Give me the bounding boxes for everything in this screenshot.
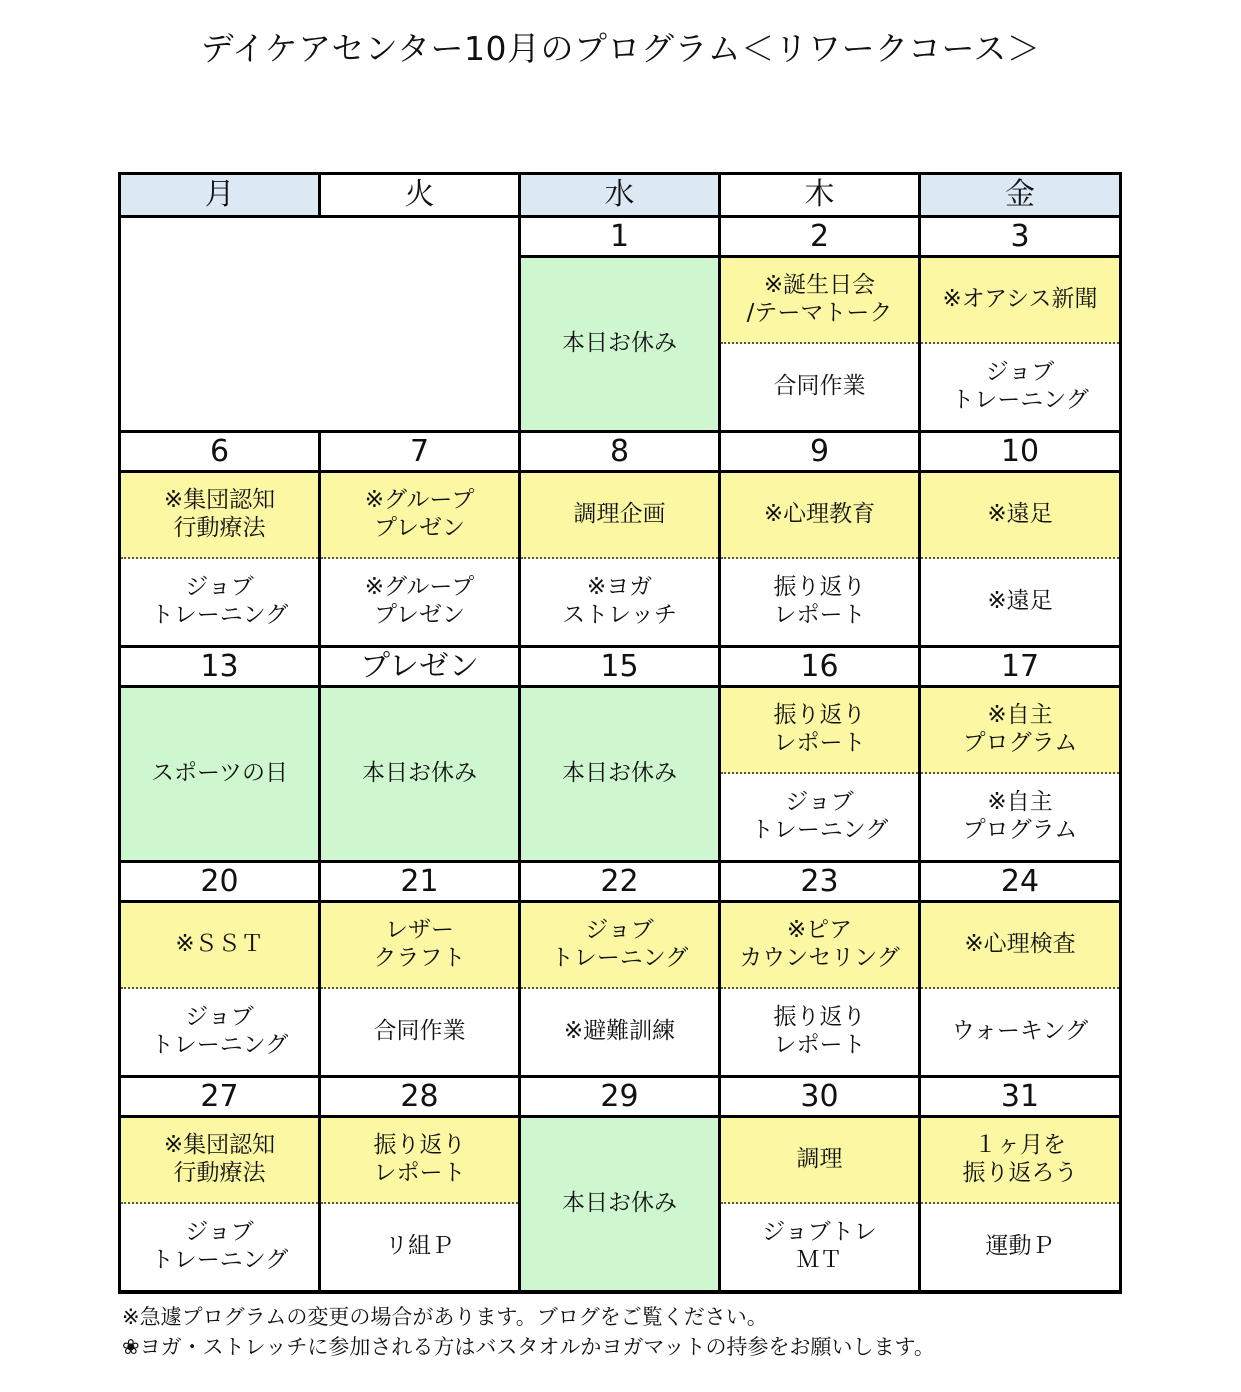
day-number: 17 [921, 648, 1119, 685]
weekday-header: 金 [921, 175, 1119, 215]
morning-program: ※集団認知 行動療法 [121, 1118, 318, 1204]
afternoon-program: ジョブ トレーニング [921, 344, 1119, 430]
morning-program: 振り返り レポート [321, 1118, 518, 1204]
footer-note-change: ※急遽プログラムの変更の場合があります。ブログをご覧ください。 [122, 1305, 768, 1329]
day-number: 7 [321, 433, 518, 470]
day-number: 6 [121, 433, 318, 470]
afternoon-program: ※ヨガ ストレッチ [521, 559, 718, 645]
day-number: 27 [121, 1078, 318, 1115]
morning-program: ※心理教育 [721, 473, 918, 559]
morning-program: ※集団認知 行動療法 [121, 473, 318, 559]
day-number: 30 [721, 1078, 918, 1115]
afternoon-program: 合同作業 [721, 344, 918, 430]
day-number: 28 [321, 1078, 518, 1115]
day-number: 9 [721, 433, 918, 470]
morning-program: ※オアシス新聞 [921, 258, 1119, 344]
afternoon-program: ジョブ トレーニング [121, 1204, 318, 1290]
day-number: 1 [521, 218, 718, 255]
empty-day-cell [121, 218, 518, 430]
afternoon-program: 振り返り レポート [721, 559, 918, 645]
afternoon-program: ※遠足 [921, 559, 1119, 645]
afternoon-program: ジョブトレ ＭＴ [721, 1204, 918, 1290]
morning-program: 調理 [721, 1118, 918, 1204]
afternoon-program: 合同作業 [321, 989, 518, 1075]
day-number: 29 [521, 1078, 718, 1115]
day-number: プレゼン [321, 648, 518, 685]
day-off-cell: 本日お休み [521, 1118, 718, 1290]
day-number: 3 [921, 218, 1119, 255]
morning-program: ※自主 プログラム [921, 688, 1119, 774]
day-number: 22 [521, 863, 718, 900]
day-off-cell: 本日お休み [521, 258, 718, 430]
day-number: 2 [721, 218, 918, 255]
weekday-header: 水 [521, 175, 718, 215]
day-number: 24 [921, 863, 1119, 900]
day-number: 15 [521, 648, 718, 685]
morning-program: 振り返り レポート [721, 688, 918, 774]
afternoon-program: ジョブ トレーニング [121, 559, 318, 645]
afternoon-program: 振り返り レポート [721, 989, 918, 1075]
afternoon-program: ※自主 プログラム [921, 774, 1119, 860]
afternoon-program: ジョブ トレーニング [721, 774, 918, 860]
day-number: 13 [121, 648, 318, 685]
morning-program: ※誕生日会 /テーマトーク [721, 258, 918, 344]
afternoon-program: 運動Ｐ [921, 1204, 1119, 1290]
morning-program: １ヶ月を 振り返ろう [921, 1118, 1119, 1204]
page-title: デイケアセンター10月のプログラム＜リワークコース＞ [200, 29, 1041, 68]
morning-program: ジョブ トレーニング [521, 903, 718, 989]
day-number: 10 [921, 433, 1119, 470]
morning-program: レザー クラフト [321, 903, 518, 989]
afternoon-program: ジョブ トレーニング [121, 989, 318, 1075]
day-number: 20 [121, 863, 318, 900]
afternoon-program: ウォーキング [921, 989, 1119, 1075]
afternoon-program: ※グループ プレゼン [321, 559, 518, 645]
day-number: 16 [721, 648, 918, 685]
day-off-cell: スポーツの日 [121, 688, 318, 860]
morning-program: 調理企画 [521, 473, 718, 559]
day-number: 21 [321, 863, 518, 900]
day-off-cell: 本日お休み [321, 688, 518, 860]
morning-program: ※遠足 [921, 473, 1119, 559]
weekday-header: 火 [321, 175, 518, 215]
morning-program: ※ピア カウンセリング [721, 903, 918, 989]
day-number: 31 [921, 1078, 1119, 1115]
morning-program: ※心理検査 [921, 903, 1119, 989]
footer-notes [122, 1302, 935, 1362]
afternoon-program: リ組Ｐ [321, 1204, 518, 1290]
afternoon-program: ※避難訓練 [521, 989, 718, 1075]
footer-note-yoga: ❀ヨガ・ストレッチに参加される方はバスタオルかヨガマットの持参をお願いします。 [122, 1335, 935, 1359]
morning-program: ※グループ プレゼン [321, 473, 518, 559]
day-number: 8 [521, 433, 718, 470]
morning-program: ※ＳＳＴ [121, 903, 318, 989]
weekday-header: 月 [121, 175, 318, 215]
day-number: 23 [721, 863, 918, 900]
calendar-grid [118, 172, 1122, 1294]
weekday-header: 木 [721, 175, 918, 215]
day-off-cell: 本日お休み [521, 688, 718, 860]
